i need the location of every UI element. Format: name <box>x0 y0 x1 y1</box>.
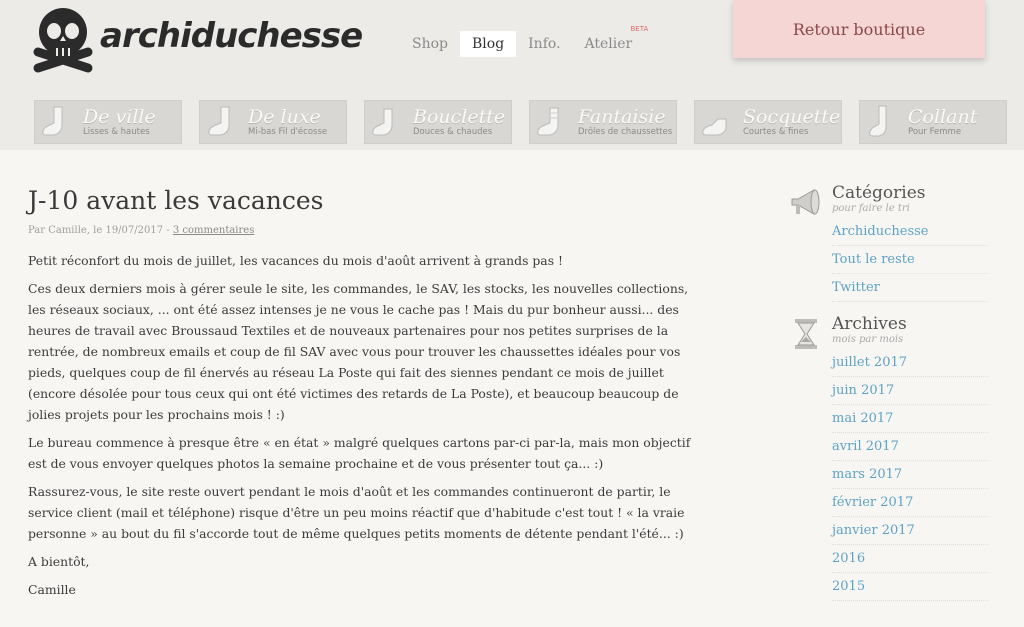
main-content <box>0 150 1024 627</box>
logo[interactable] <box>30 4 363 74</box>
category-nav <box>34 100 1007 144</box>
category-subtitle: Pour Femme <box>908 127 962 137</box>
skull-logo-icon <box>30 4 96 74</box>
archive-link[interactable]: février 2017 <box>832 489 988 517</box>
category-title: De luxe <box>248 106 321 128</box>
post-paragraph: Ces deux derniers mois à gérer seule le site, les commandes, le SAV, les stocks, les nouvelles collections, les réseaux sociaux, ... ont été assez intenses je ne vous le cache pas ! Mais du pur bonheur aussi... des heures de travail avec Broussaud Textiles et de nouveaux partenaires pour nos petites surprises de la rentrée, de nombreux emails et coup de fil SAV avec vous pour trouver les chaussettes idéales pour vos pieds, quelques coup de fil énervés au réseau La Poste qui fait des siennes pendant ce mois de juillet (encore désolée pour tous ceux qui ont été victimes des retards de La Poste), et beaucoup beaucoup de jolies projets pour les prochains mois ! :) <box>28 281 689 422</box>
archive-link[interactable]: mai 2017 <box>832 405 988 433</box>
sock-icon <box>530 100 574 144</box>
category-subtitle: Courtes & fines <box>743 127 809 137</box>
sidebar <box>788 183 988 613</box>
post-meta <box>28 225 708 236</box>
category-title: Fantaisie <box>578 106 666 128</box>
post-paragraph: Petit réconfort du mois de juillet, les vacances du mois d'août arrivent à grands pas ! <box>28 253 563 268</box>
archive-link[interactable]: mars 2017 <box>832 461 988 489</box>
megaphone-icon <box>788 185 824 221</box>
sock-icon <box>200 100 244 144</box>
category-subtitle: Lisses & hautes <box>83 127 150 137</box>
post-paragraph: Rassurez-vous, le site reste ouvert pendant le mois d'août et les commandes continueront de partir, le service client (mail et téléphone) risque d'être un peu moins réactif que d'habitude c'est tout ! « la vraie personne » au bout du fil s'accorde tout de même quelques petits moments de détente pendant l'été... :) <box>28 484 685 541</box>
sock-icon <box>695 100 739 144</box>
archive-link[interactable]: avril 2017 <box>832 433 988 461</box>
nav-info[interactable]: Info. <box>528 36 561 52</box>
category-title: De ville <box>83 106 156 128</box>
nav-shop[interactable]: Shop <box>412 36 448 52</box>
categories-title: Catégories <box>832 183 926 203</box>
archive-link[interactable]: juin 2017 <box>832 377 988 405</box>
category-subtitle: Mi-bas Fil d'écosse <box>248 127 328 137</box>
category-title: Collant <box>908 106 978 128</box>
post-title[interactable]: J-10 avant les vacances <box>28 186 324 215</box>
retour-boutique-button[interactable]: Retour boutique <box>733 0 985 58</box>
category-title: Bouclette <box>413 106 506 128</box>
category-title: Socquette <box>743 106 841 128</box>
post-author-date: Par Camille, le 19/07/2017 - <box>28 225 173 236</box>
category-subtitle: Drôles de chaussettes <box>578 127 673 137</box>
nav-blog[interactable]: Blog <box>460 31 516 57</box>
category-link[interactable]: Archiduchesse <box>832 218 988 246</box>
sock-icon <box>365 100 409 144</box>
sock-icon <box>35 100 79 144</box>
archive-link[interactable]: 2016 <box>832 545 988 573</box>
category-socquette[interactable] <box>694 100 842 144</box>
archives-widget <box>788 314 988 601</box>
category-de-luxe[interactable] <box>199 100 347 144</box>
hourglass-icon <box>788 316 824 352</box>
category-link[interactable]: Tout le reste <box>832 246 988 274</box>
blog-post <box>28 186 708 607</box>
post-paragraph: Le bureau commence à presque être « en état » malgré quelques cartons par-ci par-la, mais mon objectif est de vous envoyer quelques photos la semaine prochaine et de vous présenter tout ça... :) <box>28 435 691 471</box>
category-bouclette[interactable] <box>364 100 512 144</box>
nav-atelier-label: Atelier <box>584 36 633 52</box>
archives-title: Archives <box>832 314 907 334</box>
beta-badge: BETA <box>630 25 649 33</box>
archive-link[interactable]: juillet 2017 <box>832 349 988 377</box>
nav-atelier[interactable] <box>573 25 649 57</box>
archive-link[interactable]: janvier 2017 <box>832 517 988 545</box>
category-link[interactable]: Twitter <box>832 274 988 302</box>
tights-icon <box>860 100 904 144</box>
category-de-ville[interactable] <box>34 100 182 144</box>
post-paragraph: Camille <box>28 582 76 597</box>
categories-widget <box>788 183 988 302</box>
category-subtitle: Douces & chaudes <box>413 127 493 137</box>
post-paragraph: A bientôt, <box>28 554 90 569</box>
category-collant[interactable] <box>859 100 1007 144</box>
brand-name: archiduchesse <box>100 16 363 56</box>
comments-link[interactable]: 3 commentaires <box>172 225 255 236</box>
archive-link[interactable]: 2015 <box>832 573 988 601</box>
categories-subtitle: pour faire le tri <box>832 203 910 214</box>
archives-subtitle: mois par mois <box>832 334 904 345</box>
category-fantaisie[interactable] <box>529 100 677 144</box>
top-nav <box>400 25 649 58</box>
site-header <box>0 0 1024 150</box>
